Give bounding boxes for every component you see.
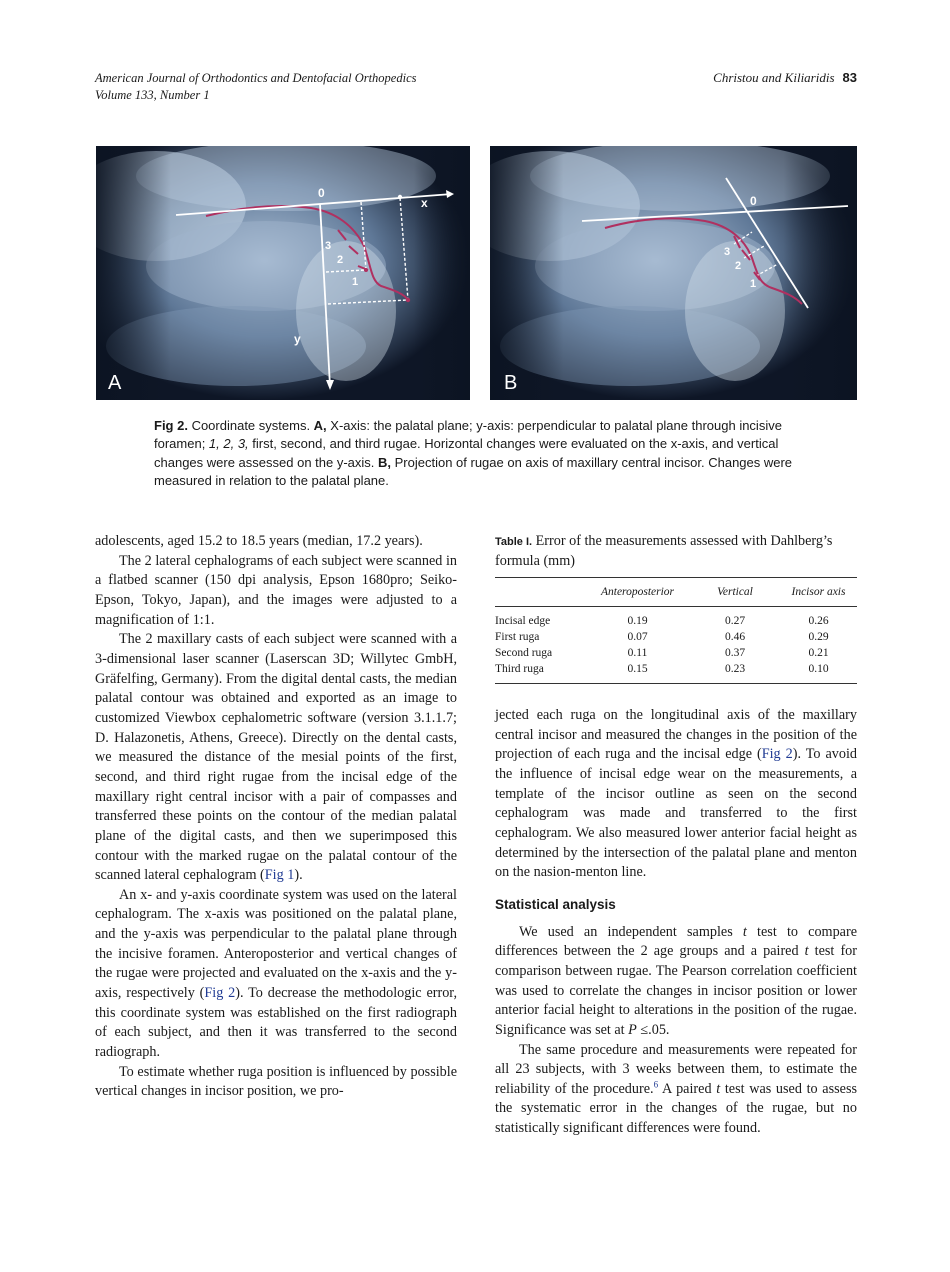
table-cell: 0.21 bbox=[808, 647, 829, 659]
table-cell: 0.19 bbox=[627, 615, 648, 627]
caption-panel-b: B, bbox=[378, 454, 392, 470]
running-header-right bbox=[713, 70, 857, 86]
caption-text: X-axis: the palatal plane; y-axis: perpendicular to palatal plane through incisive foramen; bbox=[154, 418, 782, 452]
table-cell: 0.37 bbox=[724, 647, 746, 659]
table-cell: Incisal edge bbox=[495, 615, 551, 627]
ruga-label-3-b: 3 bbox=[724, 246, 731, 258]
paragraph-text: An x- and y-axis coordinate system was used on the lateral cephalogram. The x-axis was positioned on the palatal plane, and the y-axis was perpendicular to the palatal plane through the incisive foramen. Anteroposterior and vertical changes of the rugae were projected and evaluated on the x-axis and the y-axis, respectively ( bbox=[95, 886, 457, 1002]
origin-label-a: 0 bbox=[318, 186, 325, 200]
author-names: Christou and Kiliaridis bbox=[713, 70, 835, 85]
y-axis-label: y bbox=[294, 332, 301, 346]
table-label: Table I. bbox=[495, 536, 533, 548]
ruga-label-2-b: 2 bbox=[735, 260, 742, 272]
table-header: Anteroposterior bbox=[600, 586, 675, 598]
caption-panel-a: A, bbox=[313, 418, 327, 433]
table-cell: 0.11 bbox=[627, 647, 648, 659]
error-table bbox=[495, 577, 857, 684]
paragraph: To estimate whether ruga position is influenced by possible vertical changes in incisor position, we pro- bbox=[95, 1063, 457, 1100]
paragraph bbox=[495, 1041, 857, 1139]
figure-link[interactable]: Fig 1 bbox=[264, 867, 295, 884]
table-cell: 0.27 bbox=[724, 615, 746, 627]
paragraph-text: test for comparison between rugae. The Pearson correlation coefficient was used to correlate the changes in incisor position or lower anterior facial height to alterations in the position of the rugae. Significance was set at bbox=[495, 943, 857, 1038]
paragraph-text: ≤.05. bbox=[636, 1021, 670, 1038]
italic-t: t bbox=[804, 943, 809, 960]
paragraph-text: The same procedure and measurements were repeated for all 23 subjects, with 3 weeks between them, to estimate the reliability of the procedure. bbox=[495, 1041, 857, 1097]
paragraph-text: A paired bbox=[658, 1080, 717, 1097]
table-title bbox=[495, 532, 857, 571]
paragraph: adolescents, aged 15.2 to 18.5 years (median, 17.2 years). bbox=[95, 533, 423, 549]
table-block bbox=[495, 532, 857, 684]
caption-text: Coordinate systems. bbox=[187, 418, 314, 433]
paragraph-text: jected each ruga on the longitudinal axis of the maxillary central incisor and measured the changes in the position of the projection of each ruga and the incisal edge ( bbox=[495, 707, 857, 763]
italic-p: P bbox=[628, 1021, 637, 1038]
table-cell: 0.23 bbox=[724, 663, 746, 675]
paragraph-text: test was used to assess the systematic error in the changes of the rugae, but no statistically significant differences were found. bbox=[495, 1080, 857, 1137]
origin-label-b: 0 bbox=[750, 194, 757, 208]
caption-label: Fig 2. bbox=[154, 418, 188, 433]
table-cell: 0.26 bbox=[808, 615, 829, 627]
paragraph bbox=[495, 923, 857, 1041]
xray-image-b bbox=[490, 146, 857, 400]
table-cell: 0.29 bbox=[808, 631, 829, 643]
reference-link[interactable]: 6 bbox=[653, 1079, 659, 1090]
table-header-row bbox=[495, 578, 857, 607]
table-header bbox=[495, 578, 585, 607]
paragraph-text: ). bbox=[294, 867, 303, 884]
ruga-label-1: 1 bbox=[352, 276, 359, 288]
paragraph bbox=[95, 630, 457, 886]
figure-link[interactable]: Fig 2 bbox=[761, 746, 793, 763]
panel-letter-b: B bbox=[504, 372, 518, 394]
table-title-text: Error of the measurements assessed with Dahlberg’s formula (mm) bbox=[495, 533, 833, 569]
journal-name: American Journal of Orthodontics and Dentofacial Orthopedics bbox=[95, 71, 417, 85]
caption-text: Projection of rugae on axis of maxillary central incisor. Changes were measured in relation to the palatal plane. bbox=[154, 454, 793, 489]
paragraph-text: ). To decrease the methodologic error, this coordinate system was established on the first radiograph of each subject, and then it was transferred to the second radiograph. bbox=[95, 985, 457, 1061]
table-cell: 0.46 bbox=[724, 631, 746, 643]
right-column bbox=[495, 706, 857, 1139]
page-number: 83 bbox=[842, 70, 857, 85]
panel-letter-a: A bbox=[108, 372, 122, 394]
table-row bbox=[495, 645, 857, 661]
table-cell: First ruga bbox=[495, 631, 540, 643]
table-cell: 0.15 bbox=[627, 663, 648, 675]
paragraph bbox=[95, 886, 457, 1063]
paragraph-text: ). To avoid the influence of incisal edge wear on the measurements, a template of the incisor outline as seen on the second cephalogram was made and transferred to the first cephalogram. We also measured lower anterior facial height as determined by the intersection of the palatal plane and menton on the nasion-menton line. bbox=[495, 746, 857, 881]
caption-text: first, second, and third rugae. Horizontal changes were evaluated on the x-axis, and vertical changes were assessed on the y-axis. bbox=[154, 436, 779, 470]
figure-panel-b bbox=[490, 146, 857, 400]
xray-image-a bbox=[96, 146, 470, 400]
x-axis-label: x bbox=[421, 196, 428, 210]
caption-italic: 1, 2, 3, bbox=[208, 436, 249, 452]
paragraph-text: The 2 maxillary casts of each subject were scanned with a 3-dimensional laser scanner (Laserscan 3D; Willytec GmbH, Gräfelfing, Germany). From the digital dental casts, the median palatal contour was obtained and exported as an image to customized Viewbox cephalometric software (version 3.1.1.7; D. Halazonetis, Athens, Greece). Directly on the dental casts, we measured the distance of the mesial points of the first, second, and third right rugae from the incisal edge of the maxillary right central incisor with a pair of compasses and transferred these points on the contour of the median palatal plane of the digital casts, and then we superimposed this contour with the marked rugae on the palatal contour of the scanned lateral cephalogram ( bbox=[95, 631, 457, 884]
figure-panel-a bbox=[96, 146, 470, 400]
table-cell: 0.07 bbox=[627, 631, 648, 643]
ruga-label-3: 3 bbox=[325, 240, 332, 252]
ruga-label-2: 2 bbox=[337, 254, 344, 266]
volume-number: Volume 133, Number 1 bbox=[95, 88, 210, 102]
running-header-left bbox=[95, 70, 417, 104]
paragraph: The 2 lateral cephalograms of each subject were scanned in a flatbed scanner (150 dpi analysis, Epson 1680pro; Seiko-Epson, Tokyo, Japan), and the images were adjusted to a magnification of 1:1. bbox=[95, 552, 457, 628]
table-row bbox=[495, 661, 857, 684]
figure-link[interactable]: Fig 2 bbox=[204, 985, 236, 1002]
table-row bbox=[495, 607, 857, 630]
table-header: Incisor axis bbox=[791, 586, 846, 598]
table-cell: Second ruga bbox=[495, 647, 553, 659]
ruga-label-1-b: 1 bbox=[750, 278, 757, 290]
paragraph bbox=[495, 706, 857, 883]
italic-t: t bbox=[716, 1080, 721, 1097]
paragraph-text: We used an independent samples bbox=[519, 923, 743, 940]
italic-t: t bbox=[742, 923, 747, 940]
table-row bbox=[495, 629, 857, 645]
left-column bbox=[95, 532, 457, 1102]
section-heading: Statistical analysis bbox=[495, 896, 616, 912]
table-cell: Third ruga bbox=[495, 663, 544, 675]
figure-caption bbox=[154, 417, 800, 491]
table-cell: 0.10 bbox=[808, 663, 829, 675]
table-header: Vertical bbox=[717, 586, 753, 598]
paragraph-text: test to compare differences between the 2 age groups and a paired bbox=[495, 923, 858, 960]
